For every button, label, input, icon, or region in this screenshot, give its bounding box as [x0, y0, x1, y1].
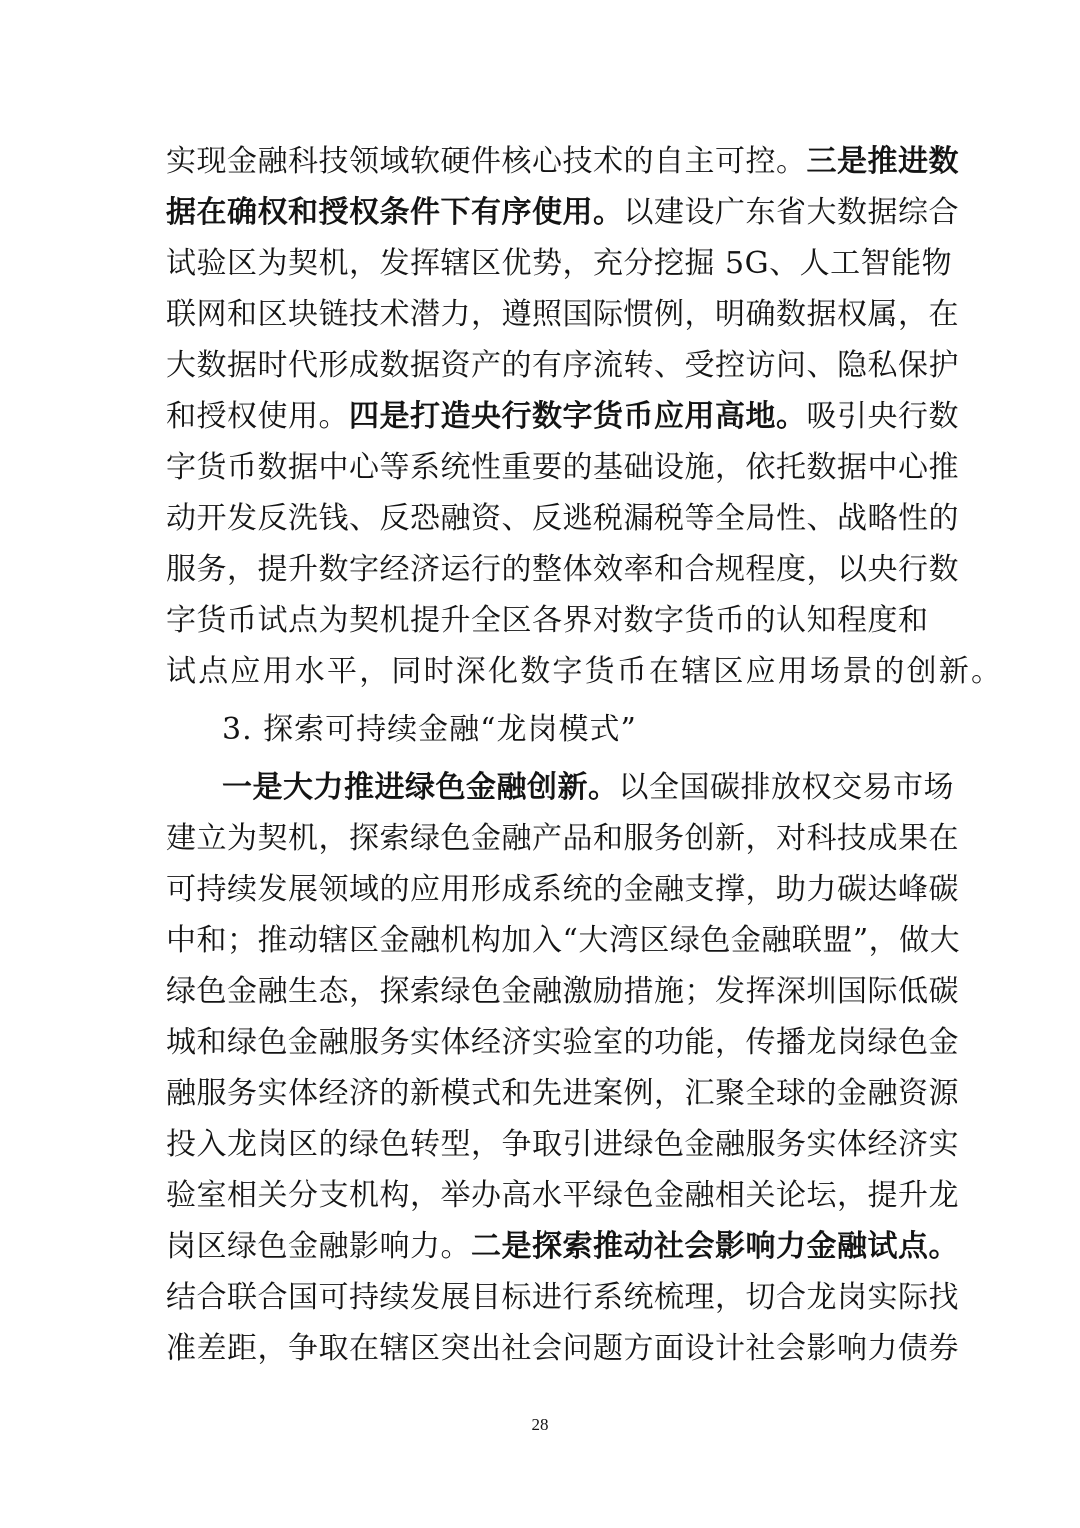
- para2-line-2: 建立为契机，探索绿色金融产品和服务创新，对科技成果在: [166, 821, 959, 856]
- para1-line-7: 字货币数据中心等系统性重要的基础设施，依托数据中心推: [166, 450, 959, 485]
- text-run: 以建设广东省大数据综合: [623, 195, 959, 230]
- para1-line-11: 试点应用水平，同时深化数字货币在辖区应用场景的创新。: [166, 654, 1004, 689]
- para2-line-7: 融服务实体经济的新模式和先进案例，汇聚全球的金融资源: [166, 1076, 959, 1111]
- text-run: 吸引央行数: [806, 399, 959, 434]
- text-run: 岗区绿色金融影响力。: [166, 1229, 471, 1264]
- para2-line-11: 结合联合国可持续发展目标进行系统梳理，切合龙岗实际找: [166, 1280, 959, 1315]
- para1-line-10: 字货币试点为契机提升全区各界对数字货币的认知程度和: [166, 603, 929, 638]
- para2-line-6: 城和绿色金融服务实体经济实验室的功能，传播龙岗绿色金: [166, 1025, 959, 1060]
- para2-line-5: 绿色金融生态，探索绿色金融激励措施；发挥深圳国际低碳: [166, 974, 959, 1009]
- para2-line-3: 可持续发展领域的应用形成系统的金融支撑，助力碳达峰碳: [166, 872, 959, 907]
- para2-line-1: [166, 762, 954, 814]
- heading-text: 3. 探索可持续金融“龙岗模式”: [222, 712, 637, 747]
- page-number: 28: [531, 1415, 549, 1434]
- text-run: 和授权使用。: [166, 399, 349, 434]
- para1-line-2: [166, 187, 959, 239]
- para1-line-5: 大数据时代形成数据资产的有序流转、受控访问、隐私保护: [166, 348, 959, 383]
- bold-run: 三是推进数: [806, 144, 959, 179]
- para1-line-6: [166, 391, 959, 443]
- bold-run: 一是大力推进绿色金融创新。: [222, 770, 619, 805]
- para2-line-4: 中和；推动辖区金融机构加入“大湾区绿色金融联盟”，做大: [166, 923, 961, 958]
- bold-run: 四是打造央行数字货币应用高地。: [349, 399, 807, 434]
- bold-run: 二是探索推动社会影响力金融试点。: [471, 1229, 959, 1264]
- para2-line-12: 准差距，争取在辖区突出社会问题方面设计社会影响力债券: [166, 1331, 959, 1366]
- text-run: 实现金融科技领域软硬件核心技术的自主可控。: [166, 144, 807, 179]
- para2-line-10: [166, 1221, 959, 1273]
- bold-run: 据在确权和授权条件下有序使用。: [166, 195, 624, 230]
- para1-line-8: 动开发反洗钱、反恐融资、反逃税漏税等全局性、战略性的: [166, 501, 959, 536]
- para1-line-9: 服务，提升数字经济运行的整体效率和合规程度，以央行数: [166, 552, 959, 587]
- para1-line-3: 试验区为契机，发挥辖区优势，充分挖掘 5G、人工智能物: [166, 246, 953, 281]
- section-heading: [166, 704, 916, 756]
- text-run: 以全国碳排放权交易市场: [618, 770, 954, 805]
- para2-line-8: 投入龙岗区的绿色转型，争取引进绿色金融服务实体经济实: [166, 1127, 959, 1162]
- para2-line-9: 验室相关分支机构，举办高水平绿色金融相关论坛，提升龙: [166, 1178, 959, 1213]
- para1-line-4: 联网和区块链技术潜力，遵照国际惯例，明确数据权属，在: [166, 297, 959, 332]
- para1-line-1: [166, 136, 959, 188]
